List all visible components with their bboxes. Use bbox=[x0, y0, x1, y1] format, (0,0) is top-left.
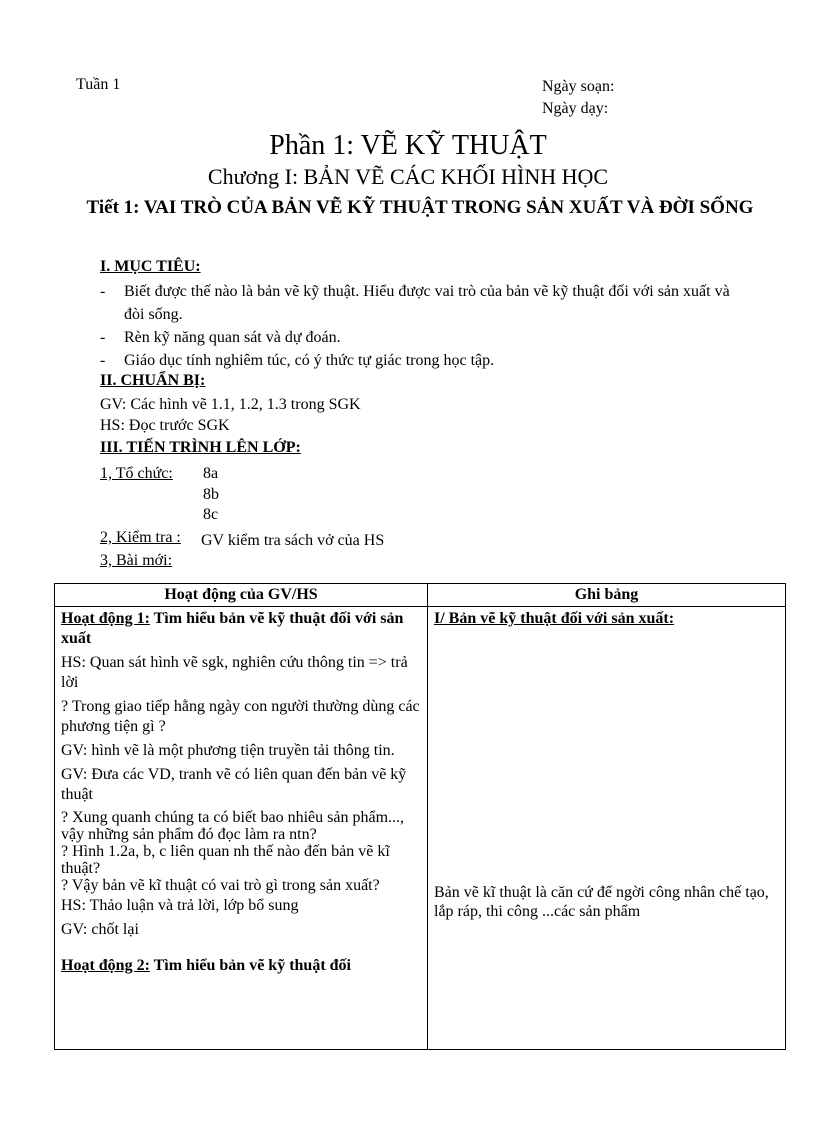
activity-1-heading bbox=[61, 609, 421, 649]
activity-line: ? Hình 1.2a, b, c liên quan nh thế nào đến bản vẽ kĩ thuật? bbox=[61, 843, 390, 877]
check-label: 2, Kiểm tra : bbox=[100, 529, 181, 546]
board-heading: I/ Bản vẽ kỹ thuật đối với sản xuất: bbox=[434, 610, 675, 627]
class-label: 8a bbox=[203, 465, 219, 482]
activity-2-label: Hoạt động 2: bbox=[61, 957, 150, 974]
activity-line: HS: Quan sát hình vẽ sgk, nghiên cứu thông tin => trả lời bbox=[61, 654, 408, 691]
board-notes-cell bbox=[428, 607, 786, 1050]
lesson-title: Tiết 1: VAI TRÒ CỦA BẢN VẼ KỸ THUẬT TRONG SẢN XUẤT VÀ ĐỜI SỐNG bbox=[86, 197, 754, 218]
part-title: Phần 1: VẼ KỸ THUẬT bbox=[269, 130, 547, 161]
board-text: Bản vẽ kĩ thuật là căn cứ để ngời công nhân chế tạo, lắp ráp, thi công ...các sản phẩm bbox=[434, 884, 769, 920]
objective-item: - Biết được thế nào là bản vẽ kỹ thuật. Hiểu được vai trò của bản vẽ kỹ thuật đối với sản xuất và đòi sống. bbox=[100, 280, 740, 326]
activity-2-heading bbox=[61, 956, 421, 976]
activities-cell bbox=[55, 607, 428, 1050]
objectives-list bbox=[100, 280, 740, 372]
procedure-heading: III. TIẾN TRÌNH LÊN LỚP: bbox=[100, 439, 301, 456]
preparation-student: HS: Đọc trước SGK bbox=[100, 417, 230, 434]
activity-line: ? Trong giao tiếp hằng ngày con người thường dùng các phương tiện gì ? bbox=[61, 698, 420, 735]
activity-2-title: Tìm hiểu bản vẽ kỹ thuật đối bbox=[149, 957, 351, 974]
header-activities: Hoạt động của GV/HS bbox=[55, 584, 428, 607]
activity-1-title: Tìm hiểu bản vẽ kỹ thuật đối với sản xuất bbox=[61, 610, 404, 647]
lesson-table bbox=[54, 583, 786, 1050]
check-text: GV kiểm tra sách vở của HS bbox=[201, 532, 385, 549]
activity-line: HS: Thảo luận và trả lời, lớp bổ sung bbox=[61, 897, 299, 914]
activity-line: GV: Đưa các VD, tranh vẽ có liên quan đến bản vẽ kỹ thuật bbox=[61, 766, 407, 803]
objective-item: - Giáo dục tính nghiêm túc, có ý thức tự giác trong học tập. bbox=[100, 349, 740, 372]
activity-1-label: Hoạt động 1: bbox=[61, 610, 150, 627]
class-label: 8c bbox=[203, 506, 219, 523]
activity-line: GV: chốt lại bbox=[61, 921, 139, 938]
teach-date-label: Ngày dạy: bbox=[542, 100, 609, 117]
table-row bbox=[55, 607, 786, 1050]
week-label: Tuần 1 bbox=[76, 76, 121, 93]
objectives-heading: I. MỤC TIÊU: bbox=[100, 258, 201, 275]
activity-line: ? Xung quanh chúng ta có biết bao nhiêu sản phẩm..., vậy những sản phẩm đó đọc làm ra ntn? bbox=[61, 809, 405, 843]
table-header-row bbox=[55, 584, 786, 607]
org-label: 1, Tổ chức: bbox=[100, 465, 173, 482]
date-block bbox=[542, 76, 614, 120]
prep-date-label: Ngày soạn: bbox=[542, 78, 615, 95]
header-board-notes: Ghi bảng bbox=[428, 584, 786, 607]
class-label: 8b bbox=[203, 486, 219, 503]
chapter-title: Chương I: BẢN VẼ CÁC KHỐI HÌNH HỌC bbox=[207, 164, 609, 189]
preparation-heading: II. CHUẨN BỊ: bbox=[100, 372, 206, 389]
activity-line: ? Vậy bản vẽ kĩ thuật có vai trò gì trong sản xuất? bbox=[61, 877, 380, 894]
objective-item: - Rèn kỹ năng quan sát và dự đoán. bbox=[100, 326, 740, 349]
new-lesson-label: 3, Bài mới: bbox=[100, 552, 173, 569]
activity-line: GV: hình vẽ là một phương tiện truyền tải thông tin. bbox=[61, 742, 395, 759]
preparation-teacher: GV: Các hình vẽ 1.1, 1.2, 1.3 trong SGK bbox=[100, 396, 361, 413]
